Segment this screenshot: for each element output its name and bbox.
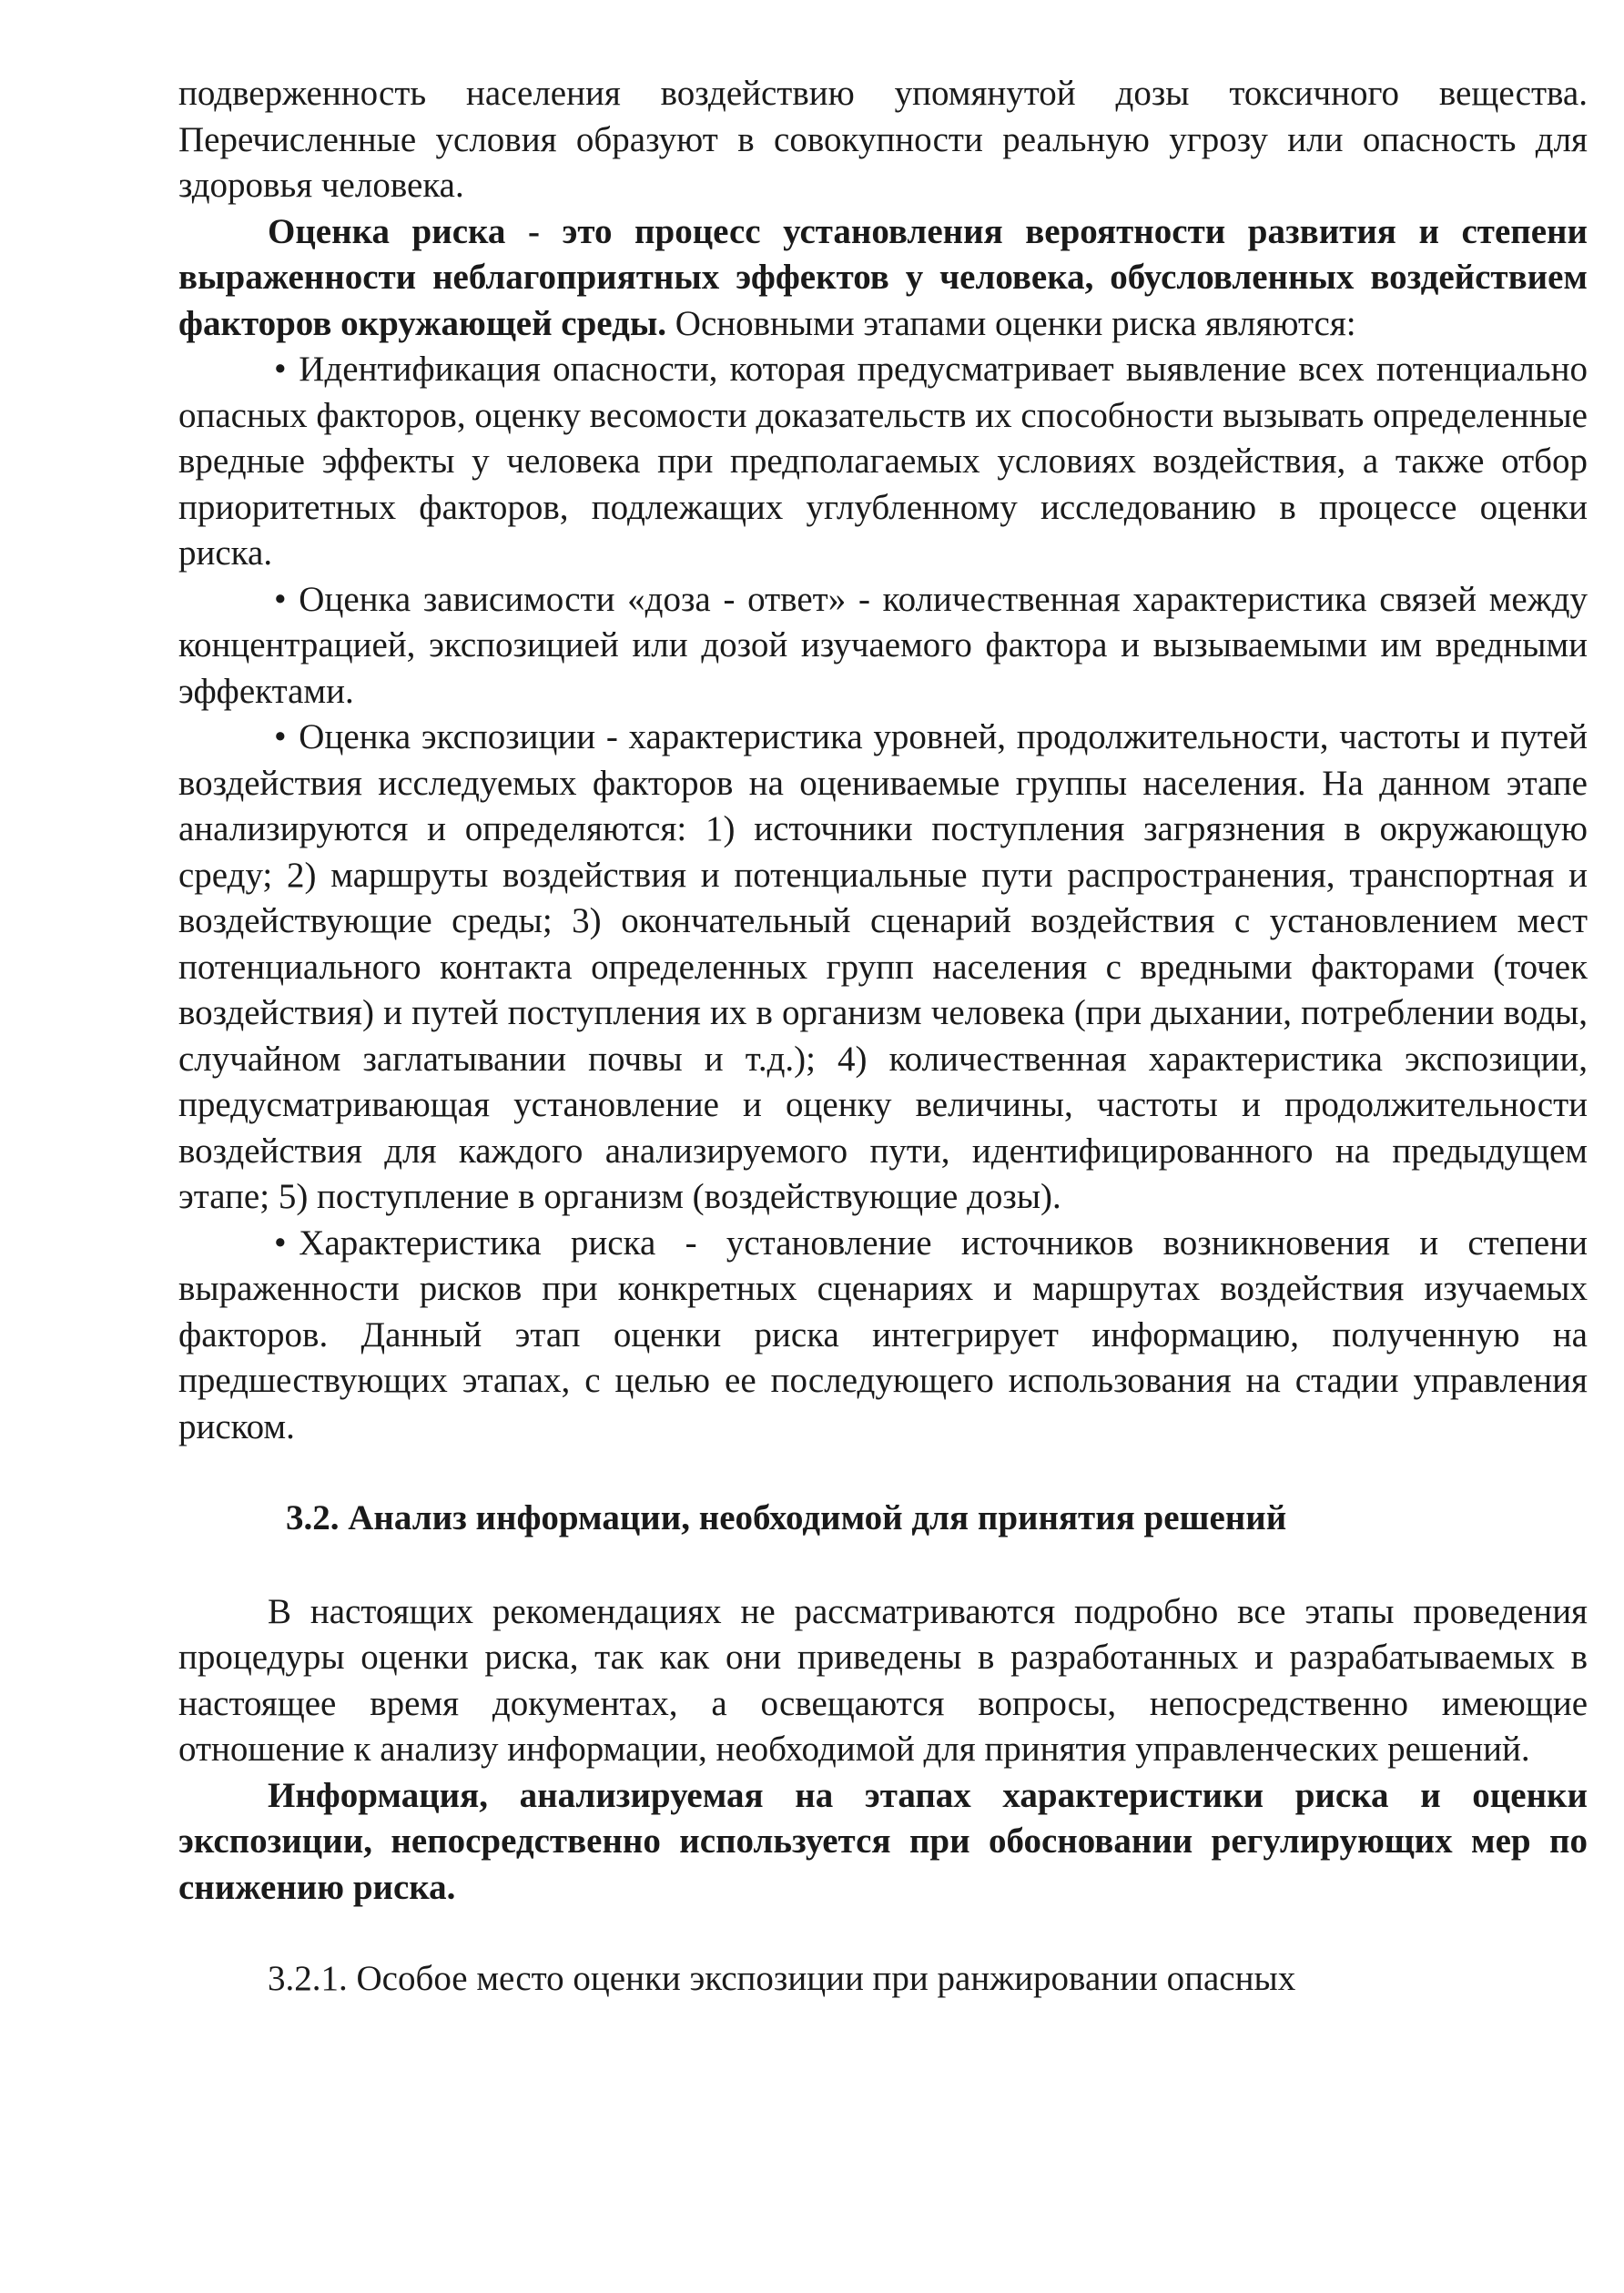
definition-rest-text: Основными этапами оценки риска являются: [666, 303, 1356, 343]
bullet-item-hazard-identification [178, 347, 1588, 577]
bullet-icon: • [274, 350, 287, 389]
subsection-start: 3.2.1. Особое место оценки экспозиции при ранжировании опасных [268, 1959, 1296, 1998]
bullet-icon: • [274, 579, 287, 619]
bullet-text: Оценка зависимости «доза - ответ» - количественная характеристика связей между концентрацией, экспозицией или дозой изучаемого фактора и вызываемыми им вредными эффектами. [178, 579, 1588, 711]
bullet-icon: • [274, 717, 287, 756]
definition-bold-text: Оценка риска - это процесс установления вероятности развития и степени выраженности неблагоприятных эффектов у человека, обусловленных воздействием факторов окружающей среды. [178, 211, 1588, 343]
bold-statement: Информация, анализируемая на этапах характеристики риска и оценки экспозиции, непосредственно используется при обосновании регулирующих мер по снижению риска. [178, 1775, 1588, 1907]
section-heading: 3.2. Анализ информации, необходимой для принятия решений [286, 1498, 1287, 1537]
section-paragraph: В настоящих рекомендациях не рассматриваются подробно все этапы проведения процедуры оценки риска, так как они приведены в разработанных и разрабатываемых в настоящее время документах, а освещаются вопросы, непосредственно имеющие отношение к анализу информации, необходимой для принятия управленческих решений. [178, 1591, 1588, 1769]
bullet-text: Идентификация опасности, которая предусматривает выявление всех потенциально опасных факторов, оценку весомости доказательств их способности вызывать определенные вредные эффекты у человека при предполагаемых условиях воздействия, а также отбор приоритетных факторов, подлежащих углубленному исследованию в процессе оценки риска. [178, 350, 1588, 573]
bullet-text: Характеристика риска - установление источников возникновения и степени выраженности рисков при конкретных сценариях и маршрутах воздействия изучаемых факторов. Данный этап оценки риска интегрирует информацию, полученную на предшествующих этапах, с целью ее последующего использования на стадии управления риском. [178, 1223, 1588, 1446]
bullet-item-dose-response [178, 577, 1588, 715]
bullet-text: Оценка экспозиции - характеристика уровней, продолжительности, частоты и путей воздействия исследуемых факторов на оцениваемые группы населения. На данном этапе анализируются и определяются: 1) источники поступления загрязнения в окружающую среду; 2) маршруты воздействия и потенциальные пути распространения, транспортная и воздействующие среды; 3) окончательный сценарий воздействия с установлением мест потенциального контакта определенных групп населения с вредными факторами (точек воздействия) и путей поступления их в организм человека (при дыхании, потреблении воды, случайном заглатывании почвы и т.д.); 4) количественная характеристика экспозиции, предусматривающая установление и оценку величины, частоты и продолжительности воздействия для каждого анализируемого пути, идентифицированного на предыдущем этапе; 5) поступление в организм (воздействующие дозы). [178, 717, 1588, 1216]
bullet-item-exposure-assessment [178, 715, 1588, 1221]
document-page [178, 71, 1588, 2003]
spacer [178, 1911, 1588, 1956]
definition-paragraph [178, 209, 1588, 348]
intro-paragraph: подверженность населения воздействию упомянутой дозы токсичного вещества. Перечисленные условия образуют в совокупности реальную угрозу или опасность для здоровья человека. [178, 74, 1588, 205]
bullet-icon: • [274, 1223, 287, 1263]
bullet-item-risk-characterization [178, 1221, 1588, 1451]
